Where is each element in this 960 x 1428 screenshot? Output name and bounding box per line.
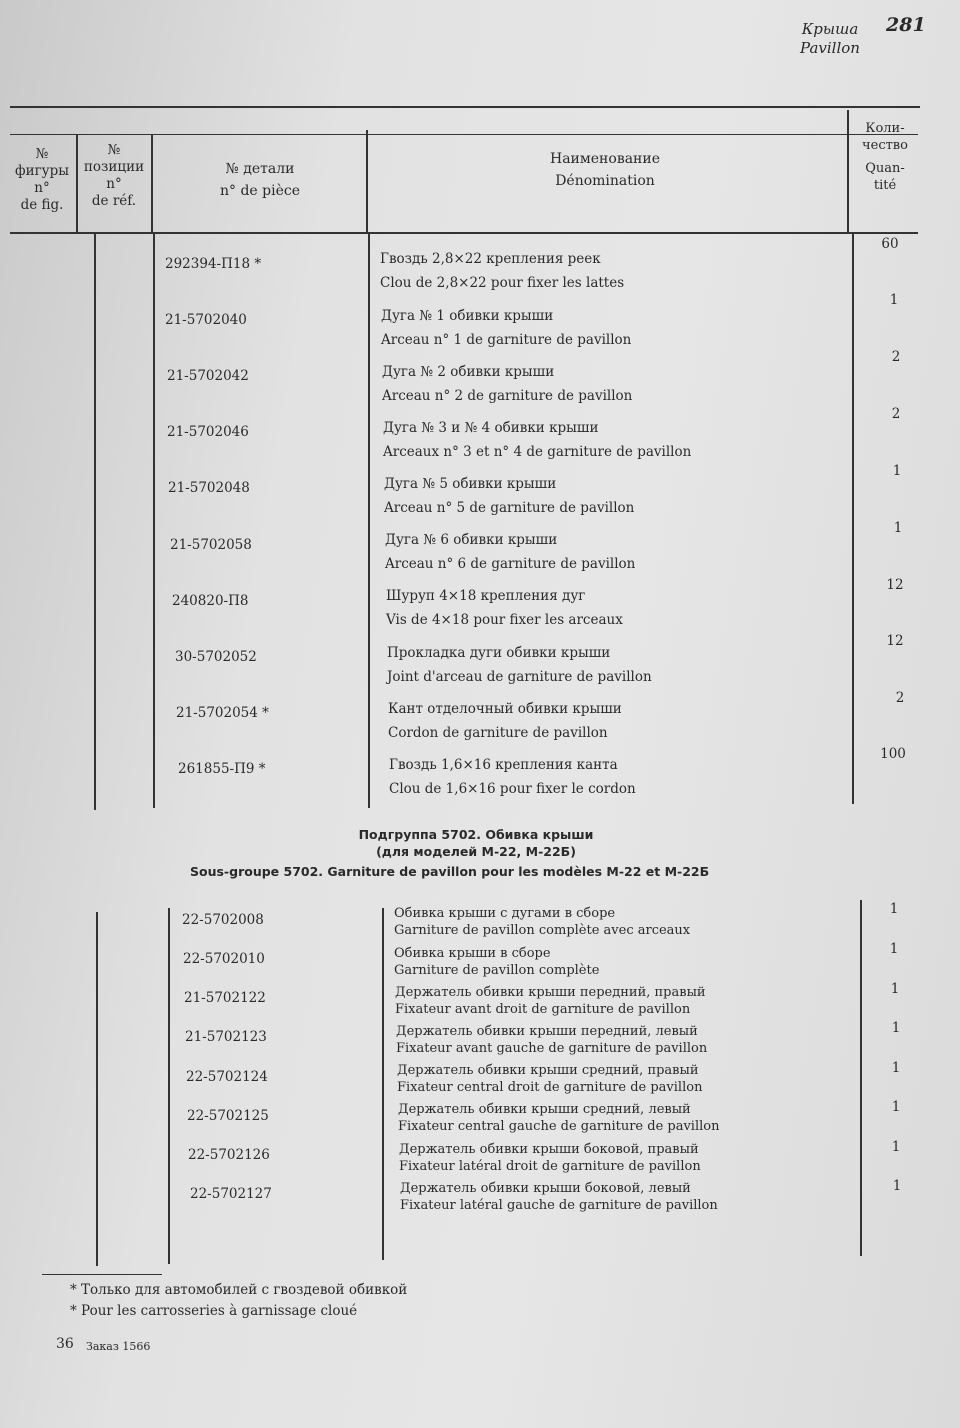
part-number: 21-5702046 — [167, 424, 249, 440]
header-divider-4 — [847, 110, 849, 234]
part-name: Гвоздь 1,6×16 крепления канта Clou de 1,6×16 pour fixer le cordon — [389, 757, 636, 797]
header-bottom-rule — [10, 232, 918, 234]
part-name: Держатель обивки крыши средний, правый Fixateur central droit de garniture de pavillon — [397, 1063, 703, 1095]
part-quantity: 1 — [893, 520, 903, 536]
part-quantity: 1 — [891, 1020, 901, 1036]
part-quantity: 2 — [891, 406, 901, 422]
part-quantity: 1 — [892, 1178, 902, 1194]
body2-divider-part — [168, 908, 170, 1264]
body2-divider-qty — [860, 900, 862, 1256]
page-number: 281 — [886, 14, 926, 36]
part-quantity: 12 — [886, 633, 904, 649]
part-number: 21-5702040 — [165, 312, 247, 328]
part-name: Держатель обивки крыши средний, левый Fixateur central gauche de garniture de pavillon — [398, 1102, 720, 1134]
part-name: Дуга № 5 обивки крыши Arceau n° 5 de garniture de pavillon — [384, 476, 635, 516]
column-header-ref: № позиции n° de réf. — [83, 142, 145, 209]
part-name: Шуруп 4×18 крепления дуг Vis de 4×18 pour fixer les arceaux — [386, 588, 623, 628]
header-divider-3 — [366, 130, 368, 234]
part-name: Обивка крыши в сборе Garniture de pavillon complète — [394, 946, 600, 978]
part-name: Дуга № 6 обивки крыши Arceau n° 6 de garniture de pavillon — [385, 532, 636, 572]
header-title-ru: Крыша — [801, 20, 859, 38]
part-quantity: 1 — [889, 941, 899, 957]
part-quantity: 2 — [895, 690, 905, 706]
part-name: Прокладка дуги обивки крыши Joint d'arceau de garniture de pavillon — [387, 645, 652, 685]
column-header-qty: Коли- чество Quan- tité — [862, 121, 908, 193]
part-number: 292394-П18 * — [165, 256, 262, 272]
body-divider-qty — [852, 234, 854, 804]
part-number: 21-5702123 — [185, 1029, 267, 1045]
body2-divider-ref — [96, 912, 98, 1266]
part-number: 30-5702052 — [175, 649, 257, 665]
part-name: Дуга № 2 обивки крыши Arceau n° 2 de garniture de pavillon — [382, 364, 633, 404]
column-header-fig: № фигуры n° de fig. — [15, 146, 69, 213]
part-name: Гвоздь 2,8×22 крепления реек Clou de 2,8×22 pour fixer les lattes — [380, 251, 625, 291]
body-divider-name — [368, 234, 370, 808]
column-header-part: № детали n° de pièce — [219, 161, 300, 199]
part-name: Держатель обивки крыши передний, правый Fixateur avant droit de garniture de pavillon — [395, 985, 706, 1017]
part-quantity: 12 — [886, 577, 904, 593]
part-number: 22-5702125 — [187, 1108, 269, 1124]
part-quantity: 1 — [889, 901, 899, 917]
part-quantity: 1 — [892, 463, 902, 479]
part-name: Держатель обивки крыши передний, левый Fixateur avant gauche de garniture de pavillon — [396, 1024, 708, 1056]
part-name: Дуга № 3 и № 4 обивки крыши Arceaux n° 3 et n° 4 de garniture de pavillon — [383, 420, 692, 460]
print-order: Заказ 1566 — [86, 1340, 151, 1353]
part-number: 22-5702127 — [190, 1186, 272, 1202]
part-name: Держатель обивки крыши боковой, левый Fixateur latéral gauche de garniture de pavillon — [400, 1181, 718, 1213]
part-number: 261855-П9 * — [178, 761, 266, 777]
part-name: Кант отделочный обивки крыши Cordon de garniture de pavillon — [388, 701, 622, 741]
part-number: 21-5702122 — [184, 990, 266, 1006]
part-name: Дуга № 1 обивки крыши Arceau n° 1 de garniture de pavillon — [381, 308, 632, 348]
part-name: Держатель обивки крыши боковой, правый Fixateur latéral droit de garniture de pavillon — [399, 1142, 701, 1174]
part-quantity: 1 — [891, 1139, 901, 1155]
subgroup-title-ru: Подгруппа 5702. Обивка крыши (для моделей М-22, М-22Б) — [358, 827, 594, 859]
column-header-name: Наименование Dénomination — [550, 151, 660, 189]
footnote-rule — [42, 1274, 162, 1275]
part-quantity: 1 — [891, 1099, 901, 1115]
part-number: 22-5702008 — [182, 912, 264, 928]
header-divider-2 — [151, 134, 153, 234]
part-number: 22-5702010 — [183, 951, 265, 967]
body-divider-ref — [94, 234, 96, 810]
body-divider-part — [153, 234, 155, 808]
part-number: 22-5702126 — [188, 1147, 270, 1163]
part-number: 21-5702042 — [167, 368, 249, 384]
body2-divider-name — [382, 908, 384, 1260]
subgroup-title-fr: Sous-groupe 5702. Garniture de pavillon pour les modèles M-22 et M-22Б — [190, 864, 710, 879]
part-quantity: 1 — [891, 1060, 901, 1076]
part-quantity: 1 — [890, 981, 900, 997]
part-number: 22-5702124 — [186, 1069, 268, 1085]
table-top-rule — [10, 106, 920, 108]
part-number: 21-5702058 — [170, 537, 252, 553]
header-top-rule — [10, 134, 918, 135]
page-header-title — [790, 20, 870, 58]
part-name: Обивка крыши с дугами в сборе Garniture de pavillon complète avec arceaux — [394, 906, 691, 938]
part-quantity: 100 — [880, 746, 906, 762]
footnote-fr: * Pour les carrosseries à garnissage cloué — [70, 1303, 358, 1319]
footnote-ru: * Только для автомобилей с гвоздевой обивкой — [70, 1282, 408, 1298]
part-number: 21-5702054 * — [176, 705, 269, 721]
sheet-number: 36 — [56, 1336, 74, 1352]
part-number: 240820-П8 — [172, 593, 249, 609]
part-quantity: 60 — [881, 236, 899, 252]
part-number: 21-5702048 — [168, 480, 250, 496]
header-title-fr: Pavillon — [800, 39, 860, 57]
part-quantity: 1 — [889, 292, 899, 308]
part-quantity: 2 — [891, 349, 901, 365]
